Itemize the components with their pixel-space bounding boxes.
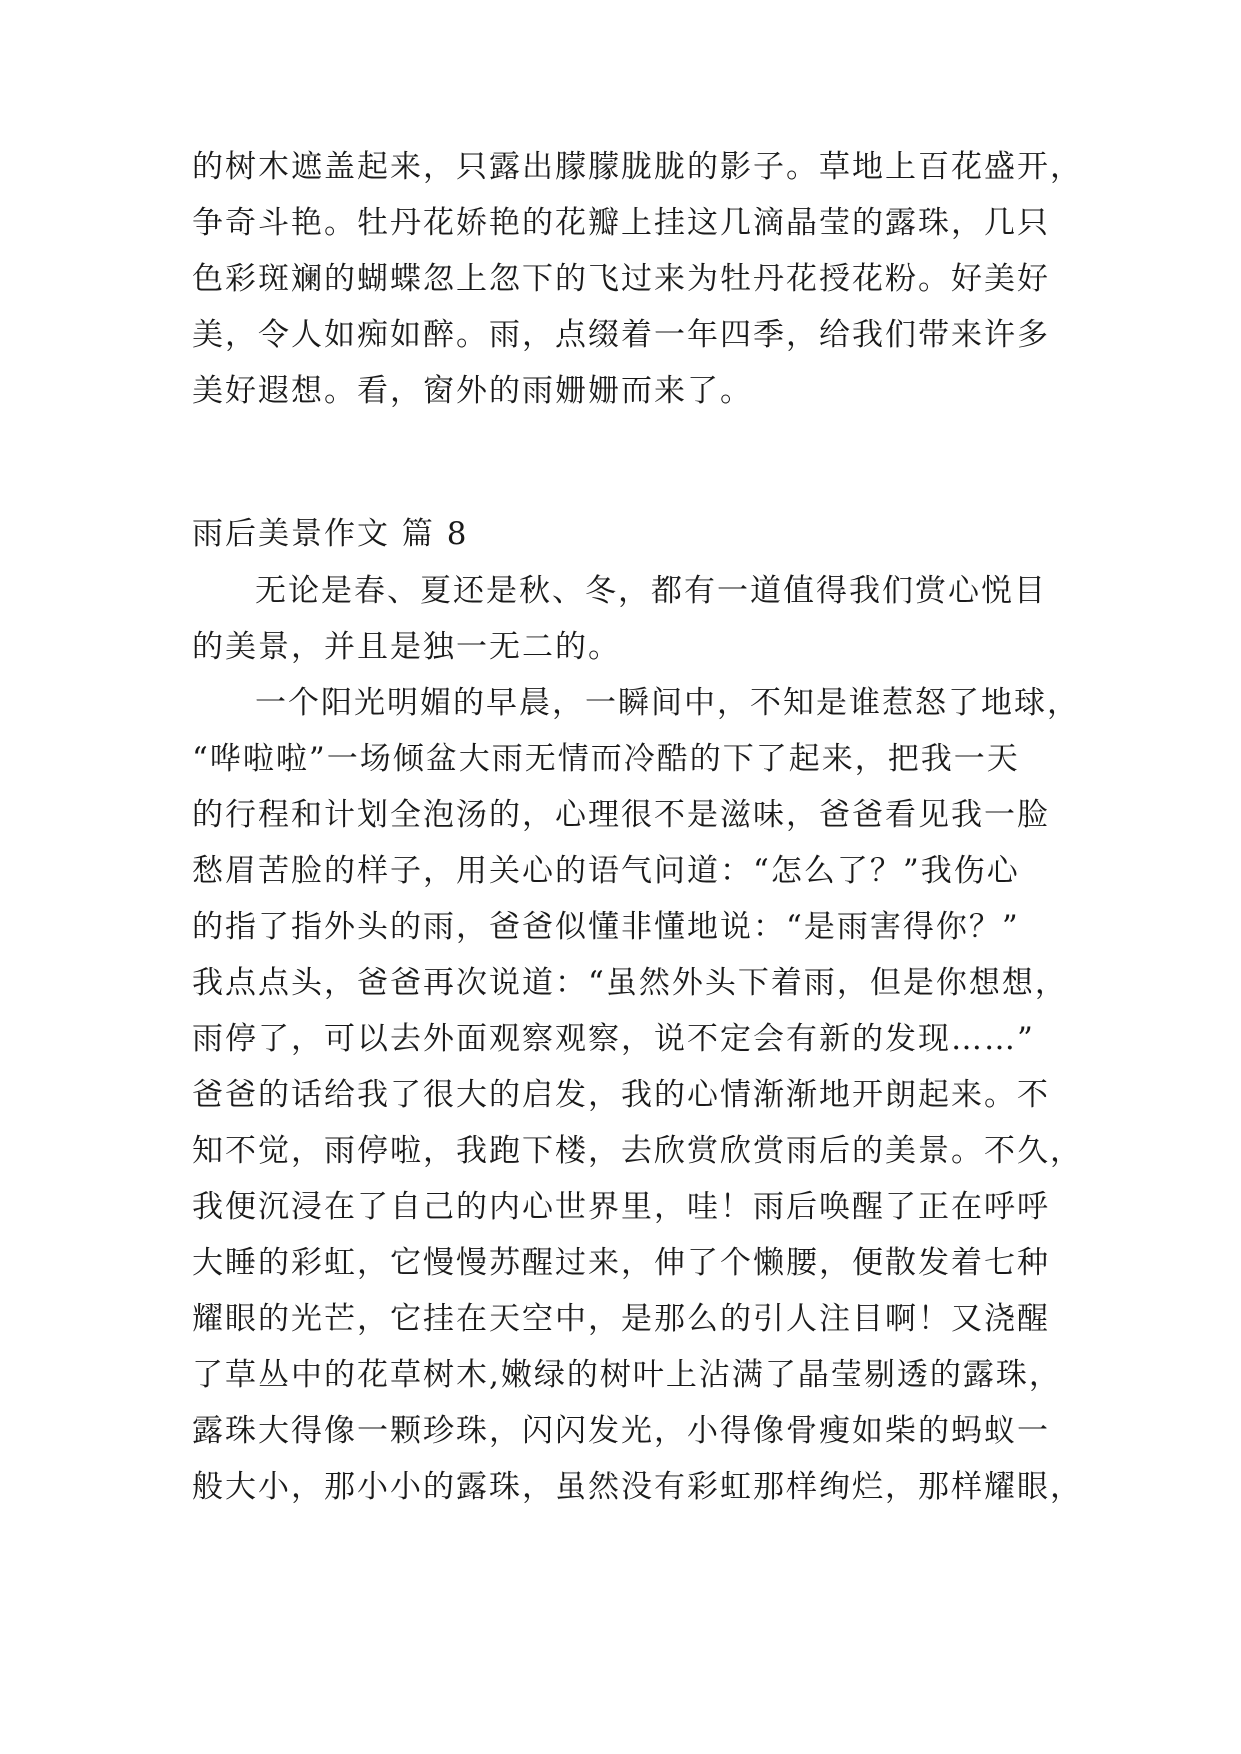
text-line: 愁眉苦脸的样子，用关心的语气问道：“怎么了？”我伤心 bbox=[192, 853, 1020, 889]
text-line: 露珠大得像一颗珍珠，闪闪发光，小得像骨瘦如柴的蚂蚁一 bbox=[192, 1413, 1050, 1449]
text-line: 般大小，那小小的露珠，虽然没有彩虹那样绚烂，那样耀眼， bbox=[192, 1469, 1083, 1505]
text-line: “哗啦啦”一场倾盆大雨无情而冷酷的下了起来，把我一天 bbox=[192, 741, 1020, 777]
text-line: 美，令人如痴如醉。雨，点缀着一年四季，给我们带来许多 bbox=[192, 317, 1050, 353]
text-line: 一个阳光明媚的早晨，一瞬间中，不知是谁惹怒了地球， bbox=[255, 685, 1080, 721]
text-line: 争奇斗艳。牡丹花娇艳的花瓣上挂这几滴晶莹的露珠，几只 bbox=[192, 205, 1050, 241]
text-line: 色彩斑斓的蝴蝶忽上忽下的飞过来为牡丹花授花粉。好美好 bbox=[192, 261, 1050, 297]
text-line: 知不觉，雨停啦，我跑下楼，去欣赏欣赏雨后的美景。不久， bbox=[192, 1133, 1083, 1169]
text-line: 的指了指外头的雨，爸爸似懂非懂地说：“是雨害得你？” bbox=[192, 909, 1020, 945]
text-line: 爸爸的话给我了很大的启发，我的心情渐渐地开朗起来。不 bbox=[192, 1077, 1050, 1113]
text-line: 我便沉浸在了自己的内心世界里，哇！雨后唤醒了正在呼呼 bbox=[192, 1189, 1050, 1225]
text-line: 的行程和计划全泡汤的，心理很不是滋味，爸爸看见我一脸 bbox=[192, 797, 1050, 833]
text-line: 的树木遮盖起来，只露出朦朦胧胧的影子。草地上百花盛开， bbox=[192, 149, 1083, 185]
text-line: 耀眼的光芒，它挂在天空中，是那么的引人注目啊！又浇醒 bbox=[192, 1301, 1050, 1337]
text-line: 美好遐想。看，窗外的雨姗姗而来了。 bbox=[192, 373, 753, 409]
text-line: 雨停了，可以去外面观察观察，说不定会有新的发现……” bbox=[192, 1021, 1035, 1057]
text-line: 无论是春、夏还是秋、冬，都有一道值得我们赏心悦目 bbox=[255, 573, 1047, 609]
text-line: 大睡的彩虹，它慢慢苏醒过来，伸了个懒腰，便散发着七种 bbox=[192, 1245, 1050, 1281]
section-heading: 雨后美景作文 篇 8 bbox=[192, 516, 469, 552]
text-line: 我点点头，爸爸再次说道：“虽然外头下着雨，但是你想想， bbox=[192, 965, 1068, 1001]
text-line: 了草丛中的花草树木,嫩绿的树叶上沾满了晶莹剔透的露珠， bbox=[192, 1357, 1062, 1393]
text-line: 的美景，并且是独一无二的。 bbox=[192, 629, 621, 665]
